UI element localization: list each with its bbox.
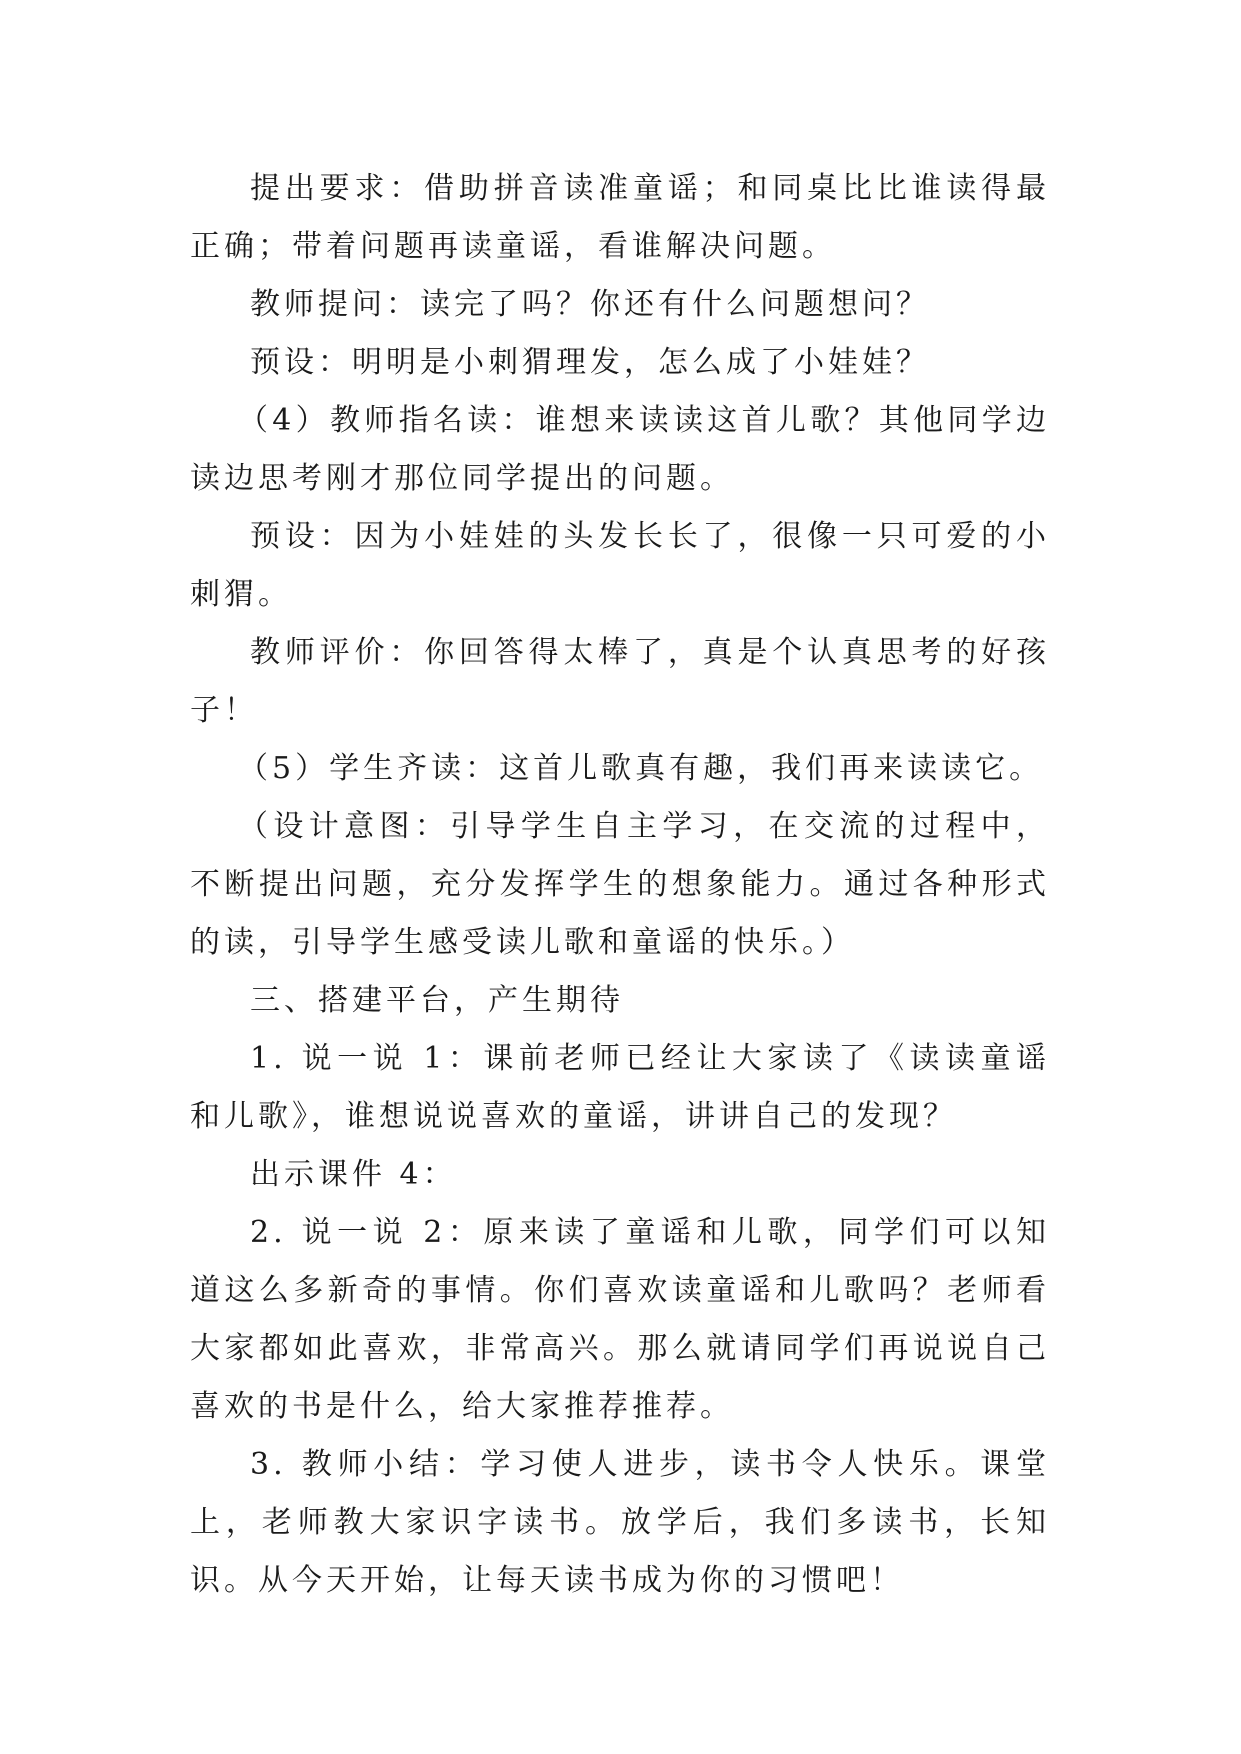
paragraph-teacher-question: 教师提问：读完了吗？你还有什么问题想问？	[250, 287, 930, 322]
paragraph-step-5: （5）学生齐读：这首儿歌真有趣，我们再来读读它。	[238, 751, 1044, 786]
section-heading-3: 三、搭建平台，产生期待	[250, 983, 624, 1018]
paragraph-show-courseware-4: 出示课件 4：	[250, 1157, 457, 1192]
paragraph-requirements: 提出要求：借助拼音读准童谣；和同桌比比谁读得最正确；带着问题再读童谣，看谁解决问题。	[190, 171, 1050, 264]
paragraph-teacher-summary: 3. 教师小结：学习使人进步，读书令人快乐。课堂上，老师教大家识字读书。放学后，我们多读书，长知识。从今天开始，让每天读书成为你的习惯吧！	[190, 1447, 1050, 1598]
paragraph-design-intent: （设计意图：引导学生自主学习，在交流的过程中，不断提出问题，充分发挥学生的想象能力。通过各种形式的读，引导学生感受读儿歌和童谣的快乐。）	[190, 809, 1050, 960]
document-body	[190, 160, 1050, 1610]
paragraph-preset-2: 预设：因为小娃娃的头发长长了，很像一只可爱的小刺猬。	[190, 519, 1050, 612]
paragraph-preset-1: 预设：明明是小刺猬理发，怎么成了小娃娃？	[250, 345, 930, 380]
paragraph-teacher-evaluation: 教师评价：你回答得太棒了，真是个认真思考的好孩子！	[190, 635, 1050, 728]
paragraph-say-1: 1. 说一说 1：课前老师已经让大家读了《读读童谣和儿歌》，谁想说说喜欢的童谣，讲讲自己的发现？	[190, 1041, 1050, 1134]
paragraph-say-2: 2. 说一说 2：原来读了童谣和儿歌，同学们可以知道这么多新奇的事情。你们喜欢读童谣和儿歌吗？老师看大家都如此喜欢，非常高兴。那么就请同学们再说说自己喜欢的书是什么，给大家推荐推荐。	[190, 1215, 1050, 1424]
paragraph-step-4: （4）教师指名读：谁想来读读这首儿歌？其他同学边读边思考刚才那位同学提出的问题。	[190, 403, 1050, 496]
